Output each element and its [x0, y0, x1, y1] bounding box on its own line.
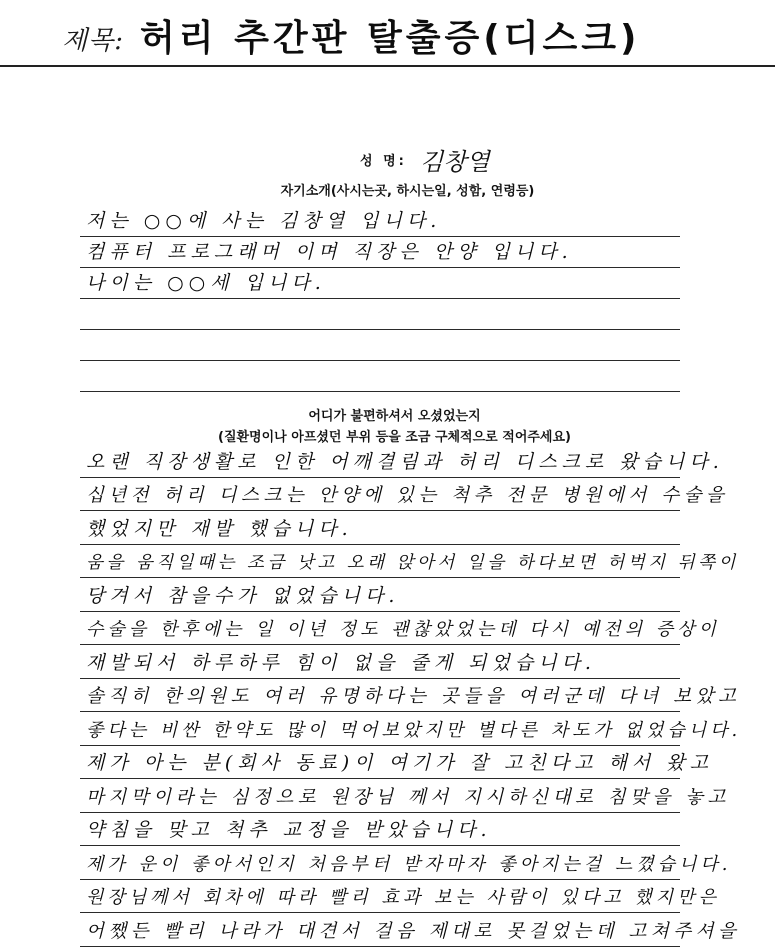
intro-line: [80, 361, 680, 392]
name-label: 성 명:: [360, 154, 407, 169]
symptom-text: 움을 움직일때는 조금 낫고 오래 앉아서 일을 하다보면 허벅지 뒤쪽이: [86, 553, 739, 573]
intro-text: 컴퓨터 프로그래머 이며 직장은 안양 입니다.: [86, 241, 573, 263]
symptom-text: 수술을 한후에는 일 이년 정도 괜찮았었는데 다시 예전의 증상이: [86, 619, 720, 640]
symptom-line: [80, 478, 729, 512]
symptom-line: [80, 846, 732, 880]
symptom-text: 제가 운이 좋아서인지 처음부터 받자마자 좋아지는걸 느꼈습니다.: [86, 853, 732, 875]
symptom-text: 어쨌든 빨리 나라가 대견서 걸음 제대로 못걸었는데 고쳐주셔을: [86, 920, 741, 942]
symptom-text: 솔직히 한의원도 여러 유명하다는 곳들을 여러군데 다녀 보았고: [86, 686, 741, 707]
intro-text: 저는 ○○에 사는 김창열 입니다.: [86, 210, 442, 232]
title-text: 허리 추간판 탈출증(디스크): [140, 18, 641, 59]
name-row: [0, 142, 775, 176]
intro-line: [80, 206, 680, 237]
symptom-line: [80, 578, 680, 612]
intro-line: [80, 237, 680, 268]
symptom-text: 당겨서 참을수가 없었습니다.: [86, 584, 400, 607]
intro-line: [80, 268, 680, 299]
symptom-text: 재발되서 하루하루 힘이 없을 줄게 되었습니다.: [86, 651, 596, 674]
symptom-subheading: (질환명이나 아프셨던 부위 등을 조금 구체적으로 적어주세요): [218, 430, 571, 445]
intro-heading: 자기소개(사시는곳, 하시는일, 성함, 연령등): [280, 184, 535, 199]
symptom-line: [80, 813, 680, 847]
name-value: 김창열: [420, 148, 490, 176]
symptom-line: [80, 679, 741, 713]
symptom-text: 했었지만 재발 했습니다.: [86, 517, 353, 540]
symptom-line: [80, 645, 680, 679]
intro-line: [80, 299, 680, 330]
symptom-text: 마지막이라는 심정으로 원장님 께서 지시하신대로 침맞을 놓고: [86, 786, 730, 808]
symptom-text: 오랜 직장생활로 인한 어깨결림과 허리 디스크로 왔습니다.: [86, 450, 724, 473]
symptom-lines: [80, 444, 742, 947]
symptom-text: 제가 아는 분(회사 동료)이 여기가 잘 고친다고 해서 왔고: [86, 752, 713, 774]
symptom-text: 좋다는 비싼 한약도 많이 먹어보았지만 별다른 차도가 없었습니다.: [86, 719, 742, 741]
symptom-line: [80, 880, 720, 914]
form-title-area: [0, 0, 775, 70]
title-underline: [0, 65, 775, 67]
symptom-text: 원장님께서 회차에 따라 빨리 효과 보는 사람이 있다고 했지만은: [86, 887, 720, 908]
symptom-text: 십년전 허리 디스크는 안양에 있는 척추 전문 병원에서 수술을: [86, 485, 729, 506]
symptom-line: [80, 545, 739, 579]
intro-line: [80, 330, 680, 361]
intro-text: 나이는 ○○세 입니다.: [86, 272, 326, 294]
symptom-line: [80, 511, 680, 545]
symptom-heading: 어디가 불편하셔서 오셨었는지: [308, 409, 481, 424]
symptom-line: [80, 444, 724, 478]
symptom-line: [80, 779, 730, 813]
symptom-line: [80, 712, 742, 746]
symptom-line: [80, 746, 713, 780]
symptom-line: [80, 612, 720, 646]
title-label: 제목:: [62, 26, 124, 56]
symptom-line: [80, 913, 741, 947]
intro-lines: [80, 206, 680, 392]
symptom-text: 약침을 맞고 척추 교정을 받았습니다.: [86, 819, 492, 841]
